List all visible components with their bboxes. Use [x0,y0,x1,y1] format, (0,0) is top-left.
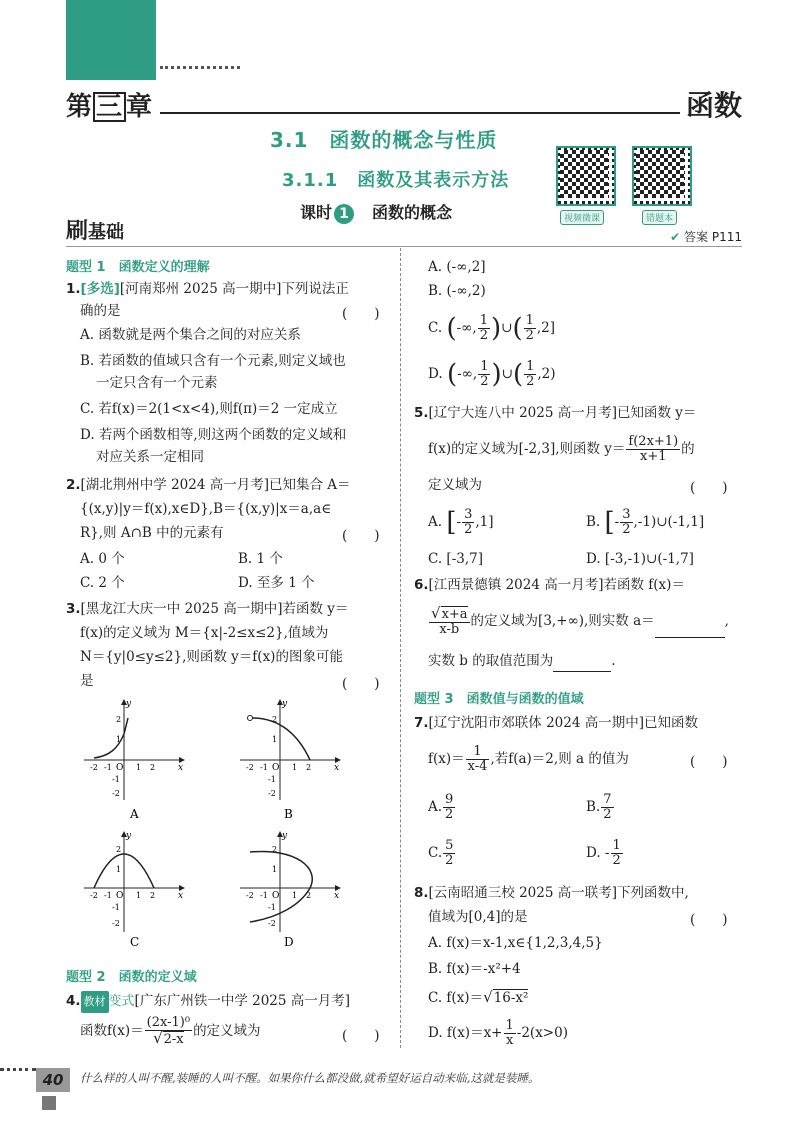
tick-y: -1 [112,775,120,784]
type-title: 函数定义的理解 [118,260,210,275]
option-letter: C. [428,845,443,861]
denominator: 2 [622,522,631,537]
q3-answer-blank[interactable]: ( ) [342,676,380,692]
q7-answer-blank[interactable]: ( ) [690,754,728,770]
numerator: 7 [603,792,612,807]
tick-x: 2 [150,763,156,772]
chapter-label [66,86,153,123]
option-letter: B. [586,514,601,530]
type-label: 题型 3 [414,692,454,707]
chapter-color-block [66,0,156,80]
interval-part: ,-1)∪(-1,1] [633,514,705,530]
tick-y: 2 [272,715,278,724]
numerator: 3 [622,507,631,522]
multi-select-tag: [多选] [80,281,120,297]
graph-label-b: B [284,807,293,821]
fraction [620,508,632,537]
q5-fraction [626,435,680,464]
type-label: 题型 1 [66,260,106,275]
answer-ref-text: 答案 P111 [684,230,742,244]
option-prefix: C. f(x)＝ [428,990,484,1006]
q2-text-1: [湖北荆州中学 2024 高一月考]已知集合 A＝ [80,477,351,493]
tick-y: -2 [268,919,276,928]
paren-left: ( [446,313,457,344]
fraction [504,1019,516,1048]
tick-y: 1 [272,865,278,874]
tick-x: -2 [90,891,98,900]
fraction [462,508,474,537]
q6-text-3: 实数 b 的取值范围为 [428,653,554,669]
q1-stem: 确的是 [80,303,121,319]
tick-y: 2 [116,845,122,854]
union-symbol: ∪ [501,366,513,382]
q7-pre: f(x)＝ [428,751,465,767]
numerator: x+a [441,607,468,622]
q7-fraction [466,745,490,774]
question-number: 2. [66,477,81,493]
q3-text-4: 是 [80,673,94,689]
interval-part: -∞, [456,320,477,336]
denominator: 2 [480,374,489,389]
paren-right: ) [491,359,502,390]
numerator: 1 [505,1018,514,1033]
sqrt-icon: √ [153,1029,163,1047]
chapter-prefix: 第 [66,92,94,122]
tick-y: -1 [268,903,276,912]
q6-line3 [428,650,616,672]
denominator: x+1 [640,449,667,464]
lesson-title [300,200,452,224]
option-letter: A. [428,799,443,815]
numerator: 1 [479,313,488,328]
q5-option-d[interactable]: D. [-3,-1)∪(-1,7] [586,551,694,567]
q5-text-1: [辽宁大连八中 2025 高一月考]已知函数 y＝ [428,405,697,421]
qr-label-video: 视频微课 [560,210,604,225]
question-type-1 [66,256,210,275]
q5-option-a[interactable]: A. [- $\frac{3}{2}$ ,1] [428,507,494,538]
type-label: 题型 2 [66,970,106,985]
q3-text-3: N＝{y|0≤y≤2},则函数 y＝f(x)的图象可能 [80,649,343,665]
q7-option-b[interactable] [586,790,615,824]
question-number: 3. [66,601,81,617]
axis-y-label: y [282,699,288,709]
q5-text-3: 定义域为 [428,477,482,493]
q2-option-a[interactable]: A. 0 个 [80,551,125,567]
tick-y: -2 [268,789,276,798]
numerator: 1 [526,359,535,374]
axis-x-label: x [334,891,340,901]
subsection-title: 3.1.1 函数及其表示方法 [282,170,510,191]
q8-line1 [414,882,689,904]
graph-d-curve [250,851,312,922]
q7-text-1: [辽宁沈阳市郊联体 2024 高一期中]已知函数 [428,715,699,731]
q2-text-2: {(x,y)|y＝f(x),x∈D},B＝{(x,y)|x＝a,a∈ [80,501,332,517]
denominator: x-b [439,622,460,637]
open-endpoint [248,716,253,721]
graph-d[interactable] [240,831,340,949]
footer-quote: 什么样的人叫不醒,装睡的人叫不醒。如果你什么都没做,就希望好运自动来临,这就是装睡。 [80,1071,540,1085]
q5-text-2: f(x)的定义域为[-2,3],则函数 y＝ [428,441,626,457]
qr-code-errors[interactable] [632,146,696,210]
q1-option-c[interactable]: C. 若f(x)＝2(1<x<4),则f(π)＝2 一定成立 [80,401,338,417]
denominator: 2 [479,328,488,343]
q1-line1 [66,278,349,300]
q7-option-d[interactable] [586,836,624,870]
tick-y: -2 [112,919,120,928]
tick-x: -2 [90,763,98,772]
denominator: 2 [612,853,621,868]
axis-y-label: y [126,831,132,841]
graph-label-c: C [130,935,140,949]
question-type-2 [66,966,197,985]
q7-option-a[interactable] [428,790,456,824]
tick-y: 1 [272,735,278,744]
axis-y-label: y [126,699,132,709]
type-title: 函数的定义域 [118,970,197,985]
q3-text-1: [黑龙江大庆一中 2025 高一期中]若函数 y＝ [80,601,349,617]
q5-line2 [428,432,695,466]
q5-answer-blank[interactable]: ( ) [690,480,728,496]
denominator: x-4 [467,759,488,774]
q2-option-c[interactable]: C. 2 个 [80,575,125,591]
tick-y: -1 [112,903,120,912]
fraction [443,793,455,822]
origin-label: O [272,891,280,901]
q4-option-b[interactable]: B. (-∞,2) [428,283,486,299]
tick-y: 2 [272,845,278,854]
q7-post: ,若f(a)＝2,则 a 的值为 [490,751,629,767]
axis-x-label: x [178,763,184,773]
tick-x: -1 [104,891,112,900]
q8-option-a[interactable]: A. f(x)＝x-1,x∈{1,2,3,4,5} [428,935,603,951]
paren-right: ) [490,313,502,344]
option-letter: D. [428,366,443,382]
qr-label-errors: 错题本 [642,210,677,225]
numerator: 1 [480,359,489,374]
numerator: 1 [612,838,621,853]
bracket-left: [ [446,507,457,538]
q4-denominator: 2-x [163,1032,184,1047]
q8-option-b[interactable]: B. f(x)＝-x²+4 [428,961,521,977]
decorative-dots [160,66,240,69]
q1-option-d-cont: 对应关系一定相同 [96,449,204,465]
answer-reference[interactable] [670,228,742,245]
q4-post: 的定义域为 [193,1023,261,1039]
graph-b[interactable] [240,699,340,821]
brand-small: 基础 [88,222,125,243]
question-number: 5. [414,405,429,421]
q1-option-d[interactable]: D. 若两个函数相等,则这两个函数的定义域和 [80,427,347,443]
q6-line1 [414,574,685,596]
q2-option-b[interactable]: B. 1 个 [238,551,283,567]
q4-option-a[interactable]: A. (-∞,2] [428,259,486,275]
chapter-rule [160,112,680,114]
graph-a[interactable] [84,699,184,821]
denominator: 2 [445,853,454,868]
denominator: 2 [445,807,454,822]
chapter-number: 三 [93,92,126,122]
q5-option-c[interactable]: C. [-3,7] [428,551,483,567]
q8-text-1: [云南昭通三校 2025 高一联考]下列函数中, [428,885,689,901]
tick-x: 1 [292,891,298,900]
q8-option-c[interactable] [428,986,528,1009]
tick-y: 1 [116,735,122,744]
fraction [443,839,455,868]
numerator: f(2x+1) [628,434,679,449]
option-suffix: -2(x>0) [516,1025,568,1041]
q3-line1 [66,598,348,620]
axis-x-label: x [178,891,184,901]
lesson-name: 函数的概念 [372,203,453,222]
fraction [611,839,623,868]
footer-dots [0,1068,36,1071]
question-number: 6. [414,577,429,593]
tick-y: 2 [116,715,122,724]
brand-big: 刷 [66,219,89,244]
tick-x: 2 [150,891,156,900]
graph-a-curve [94,718,128,758]
tick-x: -2 [246,763,254,772]
tick-y: 1 [116,865,122,874]
q2-answer-blank[interactable]: ( ) [342,528,380,544]
q8-answer-blank[interactable]: ( ) [690,912,728,928]
sqrt-icon: √ [483,988,493,1006]
top-divider [66,246,742,247]
interval-part: ,1] [475,514,494,530]
paren-left: ( [512,359,524,390]
q4-pre: 函数f(x)＝ [80,1023,144,1039]
numerator: 1 [466,745,490,760]
tick-y: -2 [112,789,120,798]
lesson-number-badge: 1 [334,204,354,224]
option-prefix: D. f(x)＝x+ [428,1025,503,1041]
qr-code-video[interactable] [556,146,620,210]
footer-square [42,1096,56,1110]
option-letter: A. [428,514,443,530]
sqrt-icon: √ [431,604,441,622]
denominator: 2 [526,374,535,389]
denominator: 2 [525,328,534,343]
q1-option-a[interactable]: A. 函数就是两个集合之间的对应关系 [80,327,301,343]
q7-option-c[interactable] [428,836,456,870]
answer-blank-a[interactable] [655,624,725,638]
denominator: 2 [603,807,612,822]
question-type-3 [414,688,584,707]
q1-source: [河南郑州 2025 高一期中]下列说法正 [119,281,349,297]
q5-text-2b: 的 [681,441,695,457]
question-number: 8. [414,885,429,901]
q1-answer-blank[interactable]: ( ) [342,306,380,322]
origin-label: O [272,763,280,773]
q6-text-1: [江西景德镇 2024 高一月考]若函数 f(x)＝ [428,577,685,593]
q6-line2: $\frac{√x+a}{x-b}$ 的定义域为[3,+∞),则实数 a＝ , [431,604,729,637]
denominator: 2 [464,522,473,537]
q6-text-2: 的定义域为[3,+∞),则实数 a＝ [470,613,655,629]
q8-option-d[interactable] [428,1016,568,1050]
question-number: 7. [414,715,429,731]
radicand: 16-x² [493,990,529,1006]
fraction-half [478,360,490,389]
q7-line2 [428,742,629,776]
chapter-title: 函数 [685,89,742,122]
page-number: 40 [36,1068,70,1092]
q4-source: [广东广州铁一中学 2025 高一月考] [134,993,351,1009]
fraction-half [524,360,536,389]
column-divider [400,248,401,1048]
qr-pattern [560,150,608,198]
tick-x: -1 [260,763,268,772]
q7-line1 [414,712,698,734]
tick-x: 1 [136,891,142,900]
q6-fraction [429,606,470,637]
q4-line1 [66,990,350,1013]
tick-x: -2 [246,891,254,900]
numerator: 5 [445,838,454,853]
answer-blank-b[interactable] [553,658,611,672]
option-letter: D. - [586,845,610,861]
q4-option-c[interactable] [428,312,555,345]
graph-label-d: D [284,935,294,949]
union-symbol: ∪ [501,320,513,336]
q4-stem [80,1016,261,1047]
check-icon: ✔ [670,230,681,244]
numerator: 1 [525,313,534,328]
lesson-prefix: 课时 [300,203,333,222]
period: . [611,653,616,669]
q5-option-b[interactable]: B. [- $\frac{3}{2}$ ,-1)∪(-1,1] [586,507,705,538]
q3-graphs [80,696,400,956]
fraction [601,793,613,822]
q2-option-d[interactable]: D. 至多 1 个 [238,575,315,591]
paren-left: ( [446,359,458,390]
chapter-suffix: 章 [126,92,154,122]
qr-pattern [636,150,684,198]
tick-y: -1 [268,775,276,784]
textbook-tag: 教材 [81,991,109,1013]
tick-x: 2 [306,763,312,772]
q1-option-b[interactable]: B. 若函数的值域只含有一个元素,则定义域也 [80,353,346,369]
axis-y-label: y [282,831,288,841]
origin-label: O [116,891,124,901]
q8-text-2: 值域为[0,4]的是 [428,909,528,925]
graph-c[interactable] [84,831,184,949]
origin-label: O [116,763,124,773]
numerator: 9 [445,792,454,807]
denominator: x [505,1033,514,1048]
tick-x: -1 [104,763,112,772]
tick-x: 1 [136,763,142,772]
numerator: 3 [464,507,473,522]
bracket-left: [ [604,507,615,538]
interval-part: -∞, [457,366,478,382]
question-number: 4. [66,993,81,1009]
section-title: 3.1 函数的概念与性质 [270,128,498,152]
tick-x: -1 [260,891,268,900]
q5-line1 [414,402,696,424]
q1-option-b-cont: 一定只含有一个元素 [96,375,218,391]
brand-label [66,214,124,245]
tick-x: 1 [292,763,298,772]
option-letter: C. [428,320,443,336]
paren-left: ( [512,313,523,344]
graph-b-curve [252,718,310,760]
q3-text-2: f(x)的定义域为 M＝{x|-2≤x≤2},值域为 [80,625,329,641]
fraction-half [524,314,536,343]
interval-part: ,2) [537,366,556,382]
q2-line1 [66,474,351,496]
interval-part: ,2] [536,320,556,336]
fraction-half [478,314,490,343]
q4-numerator: (2x-1)⁰ [146,1015,191,1030]
q4-answer-blank[interactable]: ( ) [342,1028,380,1044]
q4-fraction [145,1016,192,1047]
graph-label-a: A [130,807,139,821]
q2-text-3: R},则 A∩B 中的元素有 [80,525,224,541]
variant-tag: 变式 [108,994,135,1009]
option-letter: B. [586,799,601,815]
axis-x-label: x [334,763,340,773]
type-title: 函数值与函数的值域 [466,692,584,707]
tick-x: 2 [306,891,312,900]
q4-option-d[interactable] [428,358,556,391]
question-number: 1. [66,281,81,297]
